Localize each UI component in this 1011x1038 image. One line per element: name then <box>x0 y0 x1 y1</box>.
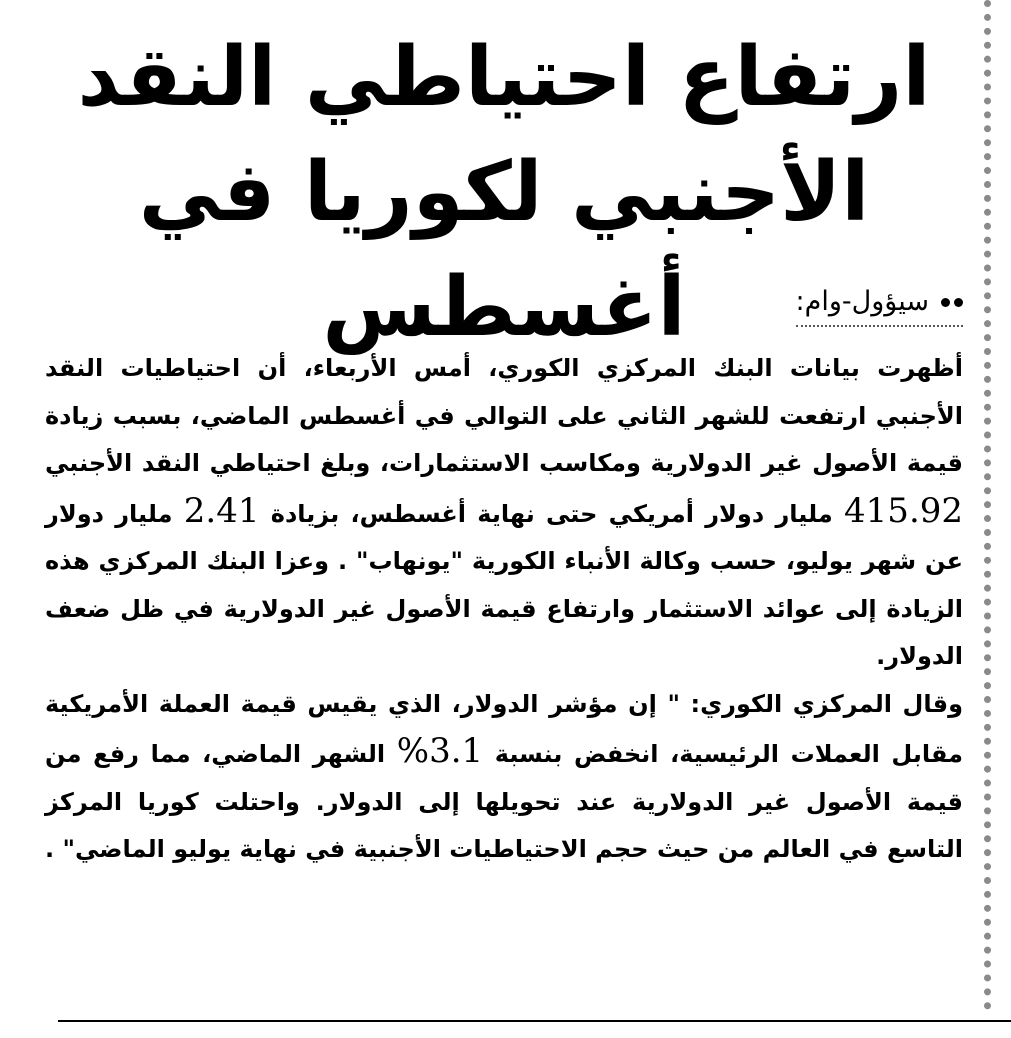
bottom-divider <box>58 1020 1011 1022</box>
paragraph-1-part-c: مليار دولار عن شهر يوليو، حسب وكالة الأنباء الكورية "يونهاب" . وعزا البنك المركزي هذه الزيادة إلى عوائد الاستثمار وارتفاع قيمة الأصول غير الدولارية في ظل ضعف الدولار. <box>45 499 963 670</box>
article-byline <box>796 285 963 327</box>
paragraph-2-part-b: الشهر الماضي، مما رفع من قيمة الأصول غير الدولارية عند تحويلها إلى الدولار. واحتلت كوريا المركز التاسع في العالم من حيث حجم الاحتياطيات الأجنبية في نهاية يوليو الماضي" . <box>45 740 963 863</box>
increase-amount: 2.41 <box>183 490 260 531</box>
column-divider <box>984 0 991 1010</box>
reserve-amount: 415.92 <box>844 490 964 531</box>
paragraph-1 <box>45 345 963 681</box>
byline-source: سيؤول-وام: <box>795 286 929 317</box>
paragraph-1-part-a: أظهرت بيانات البنك المركزي الكوري، أمس الأربعاء، أن احتياطيات النقد الأجنبي ارتفعت للشهر الثاني على التوالي في أغسطس الماضي، بسبب زيادة قيمة الأصول غير الدولارية ومكاسب الاستثمارات، وبلغ احتياطي النقد الأجنبي <box>45 354 963 477</box>
paragraph-1-part-b: مليار دولار أمريكي حتى نهاية أغسطس، بزيادة <box>270 499 833 528</box>
paragraph-2 <box>45 681 963 874</box>
double-dot-bullet-icon <box>937 296 963 308</box>
article-body <box>45 345 963 874</box>
headline-line-2: الأجنبي لكوريا في أغسطس <box>138 145 870 355</box>
headline-line-1: ارتفاع احتياطي النقد <box>77 30 931 125</box>
paragraph-2-part-a: وقال المركزي الكوري: " إن مؤشر الدولار، الذي يقيس قيمة العملة الأمريكية مقابل العملات الرئيسية، انخفض بنسبة <box>45 689 963 768</box>
dollar-index-drop: 3.1% <box>396 731 484 771</box>
news-article <box>45 0 963 1010</box>
